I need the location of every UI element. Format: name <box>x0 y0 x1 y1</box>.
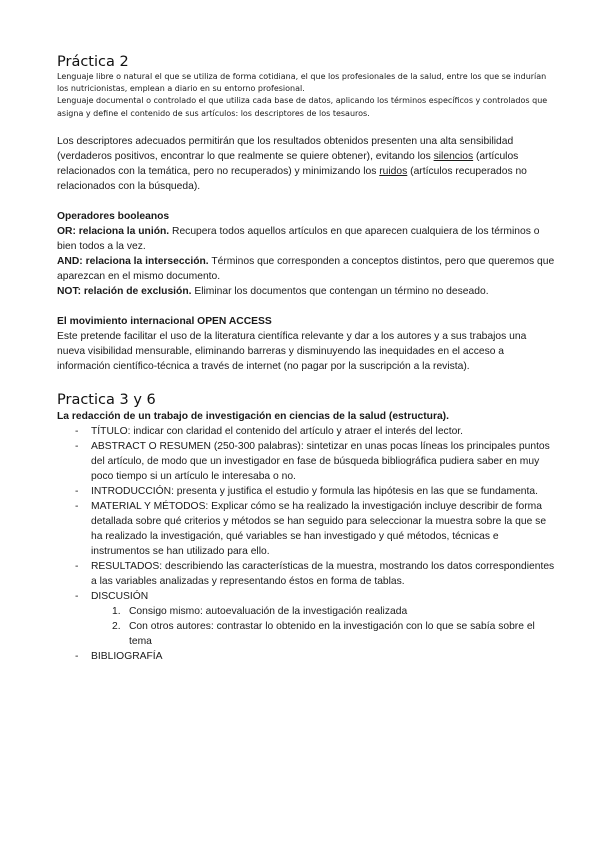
subitem-number: 2. <box>112 620 121 632</box>
open-access-heading: El movimiento internacional OPEN ACCESS <box>57 315 272 327</box>
and-label: AND: relaciona la intersección. <box>57 255 209 267</box>
open-access-text: Este pretende facilitar el uso de la literatura científica relevante y dar a los autores y a sus trabajos una nueva visibilidad mensurable, eliminando barreras y disminuyendo las inequidades en el acceso a información científico-técnica a través de internet (no pagar por la suscripción a la revista). <box>57 330 527 372</box>
list-item: - BIBLIOGRAFÍA <box>57 649 557 664</box>
list-item: - MATERIAL Y MÉTODOS: Explicar cómo se ha realizado la investigación incluye describir de forma detallada sobre qué criterios y métodos se han seguido para seleccionar la muestra sobre la que se ha realizado la investigación, qué variables se han investigado y qué métodos, técnicas e instrumentos se han utilizado para ello. <box>57 499 557 559</box>
or-text: Recupera todos aquellos artículos en que aparecen cualquiera de los términos o bien todos a la vez. <box>57 225 540 252</box>
subitem-number: 1. <box>112 605 121 617</box>
discusion-subitem <box>57 619 557 649</box>
and-paragraph <box>57 254 557 284</box>
not-paragraph <box>57 284 557 299</box>
structure-list-end <box>57 649 557 664</box>
list-item: - TÍTULO: indicar con claridad el contenido del artículo y atraer el interés del lector. <box>57 424 557 439</box>
list-item: - INTRODUCCIÓN: presenta y justifica el estudio y formula las hipótesis en las que se fundamenta. <box>57 484 557 499</box>
document-page <box>57 53 557 664</box>
descriptores-text-2: (artículos relacionados con la temática, pero no recuperados) y minimizando los <box>57 150 519 177</box>
practica36-title: Practica 3 y 6 <box>57 391 156 408</box>
list-item: - RESULTADOS: describiendo las características de la muestra, mostrando los datos correspondientes a las variables analizadas y representando éstos en forma de tablas. <box>57 559 557 589</box>
discusion-sublist <box>57 604 557 649</box>
booleanos-heading: Operadores booleanos <box>57 210 170 222</box>
or-paragraph <box>57 224 557 254</box>
list-item: - ABSTRACT O RESUMEN (250-300 palabras): sintetizar en unas pocas líneas los principales puntos del artículo, de modo que un investigador en fase de búsqueda bibliográfica pudiera saber en muy poco tiempo si un artículo le interesaba o no. <box>57 439 557 484</box>
silencios-term: silencios <box>433 150 474 162</box>
descriptores-text-3: (artículos recuperados no relacionados con la búsqueda). <box>57 165 527 192</box>
descriptores-text-1: Los descriptores adecuados permitirán que los resultados obtenidos presenten una alta sensibilidad (verdaderos positivos, encontrar lo que realmente se quiere obtener), evitando los <box>57 135 514 162</box>
lenguaje-documental-text: Lenguaje documental o controlado el que utiliza cada base de datos, aplicando los términos específicos y controlados que asigna y define el contenido de sus artículos: los descriptores de los tesauros. <box>57 96 548 118</box>
subitem-text: Consigo mismo: autoevaluación de la investigación realizada <box>129 605 408 617</box>
not-text: Eliminar los documentos que contengan un término no deseado. <box>191 285 489 297</box>
discusion-subitem <box>57 604 557 619</box>
not-label: NOT: relación de exclusión. <box>57 285 192 297</box>
and-text: Términos que corresponden a conceptos distintos, pero que queremos que aparezcan en el mismo documento. <box>57 255 555 282</box>
ruidos-term: ruidos <box>379 165 408 177</box>
or-label: OR: relaciona la unión. <box>57 225 170 237</box>
practica2-title: Práctica 2 <box>57 54 129 70</box>
structure-list <box>57 424 557 604</box>
subitem-text: Con otros autores: contrastar lo obtenido en la investigación con lo que se sabía sobre el tema <box>129 620 535 647</box>
lenguaje-libre-text: Lenguaje libre o natural el que se utiliza de forma cotidiana, el que los profesionales de la salud, entre los que se indurían los nutricionistas, emplean a diario en su entorno profesional. <box>57 72 547 94</box>
practica36-subtitle: La redacción de un trabajo de investigación en ciencias de la salud (estructura). <box>57 410 449 422</box>
descriptores-paragraph <box>57 134 557 194</box>
list-item: - DISCUSIÓN <box>57 589 557 604</box>
